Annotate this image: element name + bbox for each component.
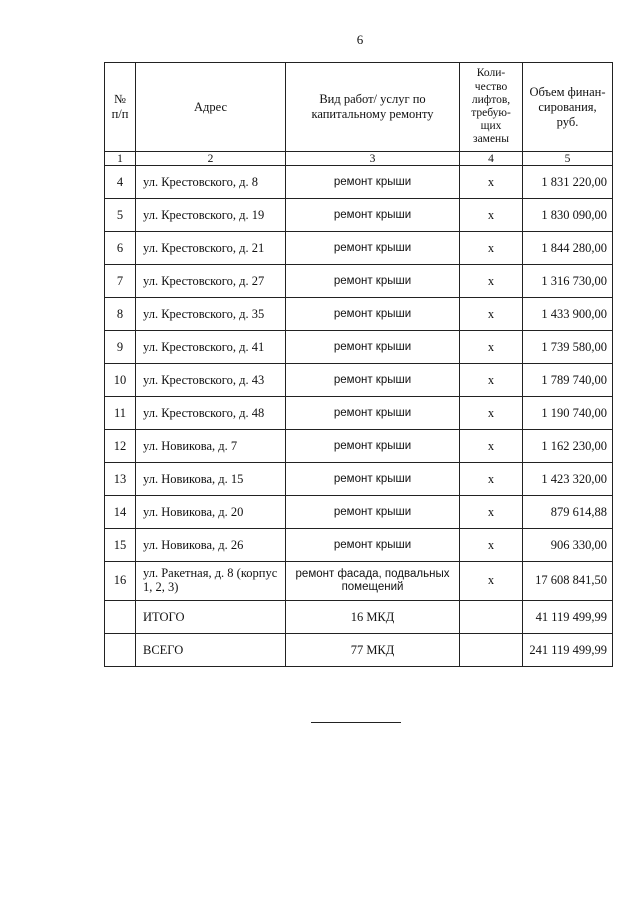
- column-index: 2: [136, 152, 286, 166]
- row-work-type: ремонт фасада, подвальных помещений: [286, 562, 460, 601]
- row-lifts: х: [460, 463, 523, 496]
- closing-line: [311, 722, 401, 723]
- table-header-row: [105, 63, 613, 152]
- row-number: 12: [105, 430, 136, 463]
- row-lifts: х: [460, 496, 523, 529]
- row-amount: 906 330,00: [523, 529, 613, 562]
- total-amount: 241 119 499,99: [523, 634, 613, 667]
- row-address: ул. Новикова, д. 15: [136, 463, 286, 496]
- total-label: ИТОГО: [136, 601, 286, 634]
- total-empty-cell: [460, 634, 523, 667]
- table-row: [105, 529, 613, 562]
- row-address: ул. Крестовского, д. 35: [136, 298, 286, 331]
- row-work-type: ремонт крыши: [286, 265, 460, 298]
- table-row: [105, 199, 613, 232]
- total-count: 77 МКД: [286, 634, 460, 667]
- row-number: 16: [105, 562, 136, 601]
- row-amount: 17 608 841,50: [523, 562, 613, 601]
- row-amount: 1 433 900,00: [523, 298, 613, 331]
- total-empty-cell: [105, 634, 136, 667]
- row-number: 15: [105, 529, 136, 562]
- total-row: [105, 601, 613, 634]
- table-row: [105, 463, 613, 496]
- row-number: 8: [105, 298, 136, 331]
- row-lifts: х: [460, 298, 523, 331]
- row-amount: 1 789 740,00: [523, 364, 613, 397]
- table-row: [105, 397, 613, 430]
- row-address: ул. Новикова, д. 7: [136, 430, 286, 463]
- row-number: 9: [105, 331, 136, 364]
- capital-repair-table: [104, 62, 613, 667]
- row-amount: 1 739 580,00: [523, 331, 613, 364]
- row-work-type: ремонт крыши: [286, 397, 460, 430]
- total-amount: 41 119 499,99: [523, 601, 613, 634]
- row-work-type: ремонт крыши: [286, 529, 460, 562]
- row-address: ул. Крестовского, д. 41: [136, 331, 286, 364]
- total-count: 16 МКД: [286, 601, 460, 634]
- row-number: 4: [105, 166, 136, 199]
- column-index-row: [105, 152, 613, 166]
- row-amount: 1 830 090,00: [523, 199, 613, 232]
- row-address: ул. Крестовского, д. 21: [136, 232, 286, 265]
- row-lifts: х: [460, 166, 523, 199]
- header-address: Адрес: [136, 63, 286, 152]
- header-lifts: Коли- чество лифтов, требую- щих замены: [460, 63, 523, 152]
- row-address: ул. Крестовского, д. 19: [136, 199, 286, 232]
- row-address: ул. Крестовского, д. 48: [136, 397, 286, 430]
- row-work-type: ремонт крыши: [286, 496, 460, 529]
- row-address: ул. Крестовского, д. 8: [136, 166, 286, 199]
- column-index: 4: [460, 152, 523, 166]
- row-address: ул. Крестовского, д. 27: [136, 265, 286, 298]
- table-row: [105, 496, 613, 529]
- row-lifts: х: [460, 331, 523, 364]
- row-work-type: ремонт крыши: [286, 298, 460, 331]
- row-lifts: х: [460, 430, 523, 463]
- header-work-type: Вид работ/ услуг по капитальному ремонту: [286, 63, 460, 152]
- row-lifts: х: [460, 199, 523, 232]
- row-lifts: х: [460, 529, 523, 562]
- row-amount: 1 162 230,00: [523, 430, 613, 463]
- row-work-type: ремонт крыши: [286, 430, 460, 463]
- row-lifts: х: [460, 265, 523, 298]
- row-work-type: ремонт крыши: [286, 331, 460, 364]
- column-index: 3: [286, 152, 460, 166]
- row-amount: 879 614,88: [523, 496, 613, 529]
- row-lifts: х: [460, 397, 523, 430]
- row-amount: 1 831 220,00: [523, 166, 613, 199]
- table-row: [105, 562, 613, 601]
- row-lifts: х: [460, 364, 523, 397]
- row-work-type: ремонт крыши: [286, 232, 460, 265]
- row-amount: 1 844 280,00: [523, 232, 613, 265]
- row-address: ул. Новикова, д. 20: [136, 496, 286, 529]
- row-address: ул. Новикова, д. 26: [136, 529, 286, 562]
- row-work-type: ремонт крыши: [286, 199, 460, 232]
- table-row: [105, 265, 613, 298]
- row-amount: 1 190 740,00: [523, 397, 613, 430]
- row-number: 6: [105, 232, 136, 265]
- row-number: 13: [105, 463, 136, 496]
- table-row: [105, 166, 613, 199]
- total-label: ВСЕГО: [136, 634, 286, 667]
- row-amount: 1 316 730,00: [523, 265, 613, 298]
- row-amount: 1 423 320,00: [523, 463, 613, 496]
- row-lifts: х: [460, 562, 523, 601]
- row-address: ул. Крестовского, д. 43: [136, 364, 286, 397]
- header-funding: Объем финан- сирования, руб.: [523, 63, 613, 152]
- row-number: 11: [105, 397, 136, 430]
- row-work-type: ремонт крыши: [286, 364, 460, 397]
- table-row: [105, 364, 613, 397]
- page-number: 6: [356, 32, 364, 47]
- total-empty-cell: [105, 601, 136, 634]
- row-work-type: ремонт крыши: [286, 463, 460, 496]
- column-index: 1: [105, 152, 136, 166]
- table-row: [105, 331, 613, 364]
- row-number: 7: [105, 265, 136, 298]
- table-row: [105, 430, 613, 463]
- row-number: 10: [105, 364, 136, 397]
- row-number: 14: [105, 496, 136, 529]
- total-empty-cell: [460, 601, 523, 634]
- column-index: 5: [523, 152, 613, 166]
- row-work-type: ремонт крыши: [286, 166, 460, 199]
- total-row: [105, 634, 613, 667]
- table-row: [105, 298, 613, 331]
- row-address: ул. Ракетная, д. 8 (корпус 1, 2, 3): [136, 562, 286, 601]
- table-row: [105, 232, 613, 265]
- row-lifts: х: [460, 232, 523, 265]
- row-number: 5: [105, 199, 136, 232]
- header-num: № п/п: [105, 63, 136, 152]
